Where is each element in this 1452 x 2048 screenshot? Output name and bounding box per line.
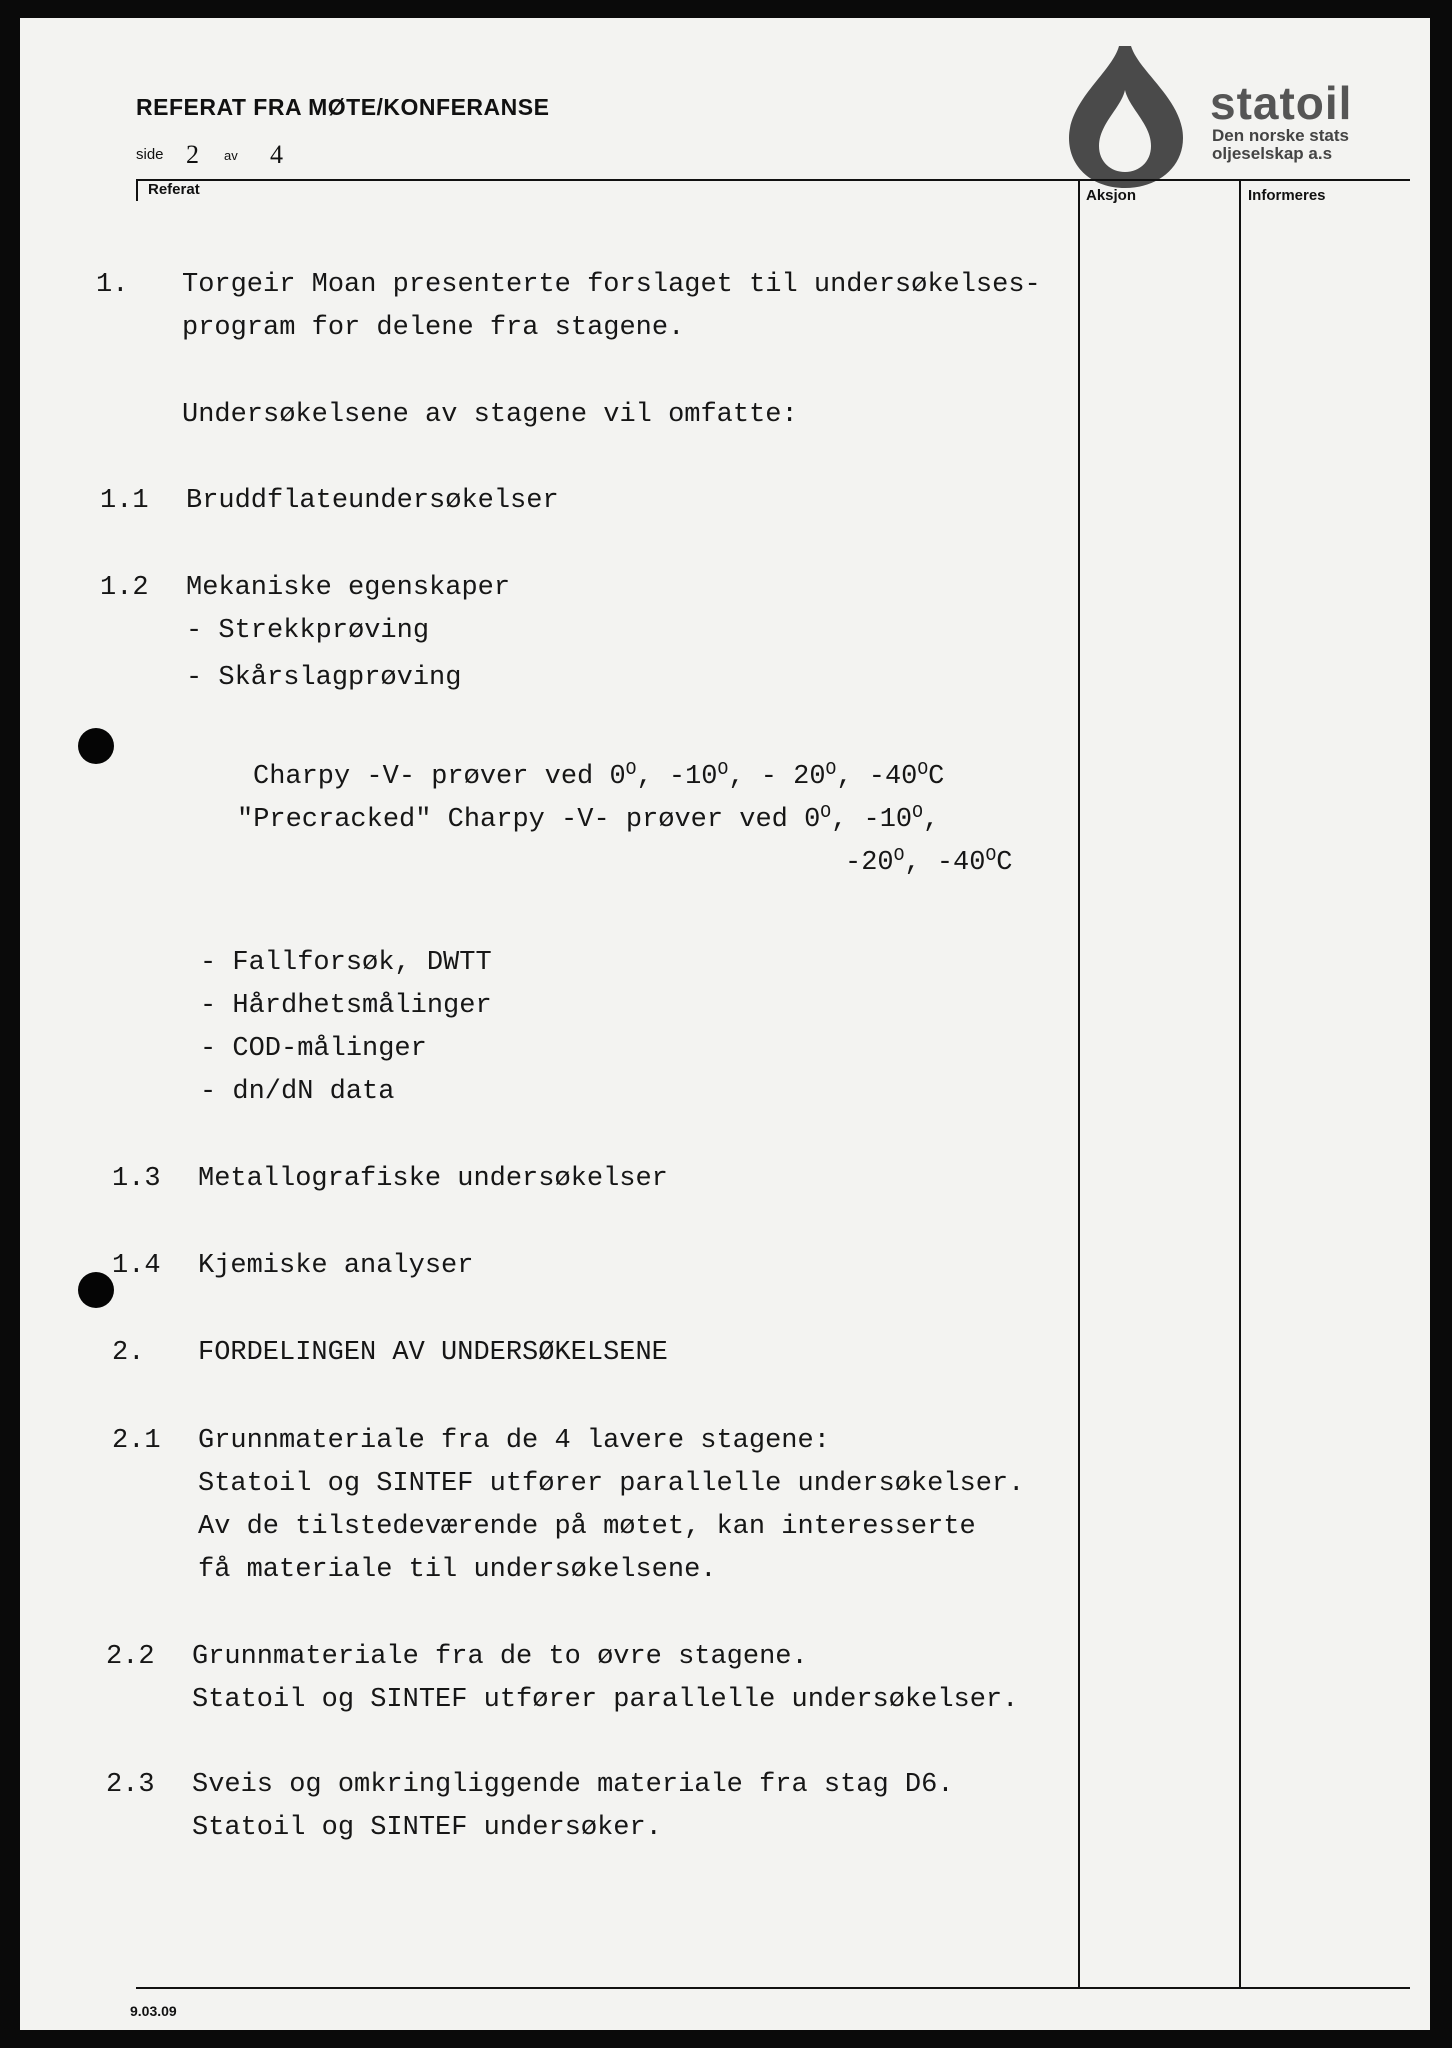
item-1-4-number: 1.4 [112,1251,161,1281]
av-label: av [224,148,238,163]
logo-line-2: oljeselskap a.s [1212,144,1333,163]
item-1-2-sub-6: - dn/dN data [200,1077,395,1107]
item-1-2-sub-5: - COD-målinger [200,1034,427,1064]
item-2-3-line-1: Sveis og omkringliggende materiale fra stag D6. [192,1770,954,1800]
item-1-1-text: Bruddflateundersøkelser [186,486,559,516]
item-1-2-sub-1: - Strekkprøving [186,616,430,646]
item-2-2-line-1: Grunnmateriale fra de to øvre stagene. [192,1642,808,1672]
aksjon-col-line [1078,179,1080,1989]
statoil-drop-logo-icon [1067,42,1187,190]
item-2-1-line-2: Statoil og SINTEF utfører parallelle undersøkelser. [198,1469,1025,1499]
item-2-2-number: 2.2 [106,1642,155,1672]
item-1-line-2: program for delene fra stagene. [182,313,685,343]
item-1-3-number: 1.3 [112,1164,161,1194]
referat-left-tick [136,179,138,201]
charpy-line-3: $-20^O$, $-40^OC$ [845,846,1013,878]
document-title: REFERAT FRA MØTE/KONFERANSE [136,94,550,120]
informeres-col-line [1239,179,1241,1989]
item-1-3-text: Metallografiske undersøkelser [198,1164,668,1194]
logo-wordmark: statoil [1210,77,1353,129]
item-1-line-1: Torgeir Moan presenterte forslaget til undersøkelses- [182,270,1041,300]
punch-hole-top [78,728,114,764]
item-2-3-number: 2.3 [106,1770,155,1800]
item-1-2-number: 1.2 [100,573,149,603]
side-label: side [136,146,164,163]
item-1-1-number: 1.1 [100,486,149,516]
item-2-1-line-4: få materiale til undersøkelsene. [198,1555,717,1585]
logo-line-1: Den norske stats [1212,126,1349,145]
item-1-number: 1. [96,270,129,300]
item-1-2-sub-2: - Skårslagprøving [186,663,462,693]
col-informeres: Informeres [1248,187,1326,204]
document-page [20,18,1430,2030]
col-referat: Referat [148,181,200,198]
charpy-line-1: Charpy -V- prøver ved $0^O$, $-10^O$, - $20^O$, $-40^OC$ [253,760,945,792]
col-aksjon: Aksjon [1086,187,1137,204]
item-1-2-text: Mekaniske egenskaper [186,573,511,603]
item-2-number: 2. [112,1338,145,1368]
item-2-3-line-2: Statoil og SINTEF undersøker. [192,1813,662,1843]
header-rule [136,179,1410,181]
form-code: 9.03.09 [130,2003,177,2019]
item-2-1-line-1: Grunnmateriale fra de 4 lavere stagene: [198,1426,830,1456]
side-value: 2 [186,140,199,169]
punch-hole-bottom [78,1272,114,1308]
item-2-text: FORDELINGEN AV UNDERSØKELSENE [198,1338,668,1368]
item-2-1-line-3: Av de tilstedeværende på møtet, kan interesserte [198,1512,976,1542]
item-1-2-sub-3: - Fallforsøk, DWTT [200,948,492,978]
intro-text: Undersøkelsene av stagene vil omfatte: [182,400,798,430]
footer-rule [136,1987,1410,1989]
item-2-2-line-2: Statoil og SINTEF utfører parallelle undersøkelser. [192,1685,1019,1715]
item-2-1-number: 2.1 [112,1426,161,1456]
item-1-4-text: Kjemiske analyser [198,1251,474,1281]
item-1-2-sub-4: - Hårdhetsmålinger [200,991,492,1021]
av-value: 4 [270,140,283,169]
charpy-line-2: "Precracked" Charpy -V- prøver ved $0^O$, $-10^O$, [237,803,940,835]
